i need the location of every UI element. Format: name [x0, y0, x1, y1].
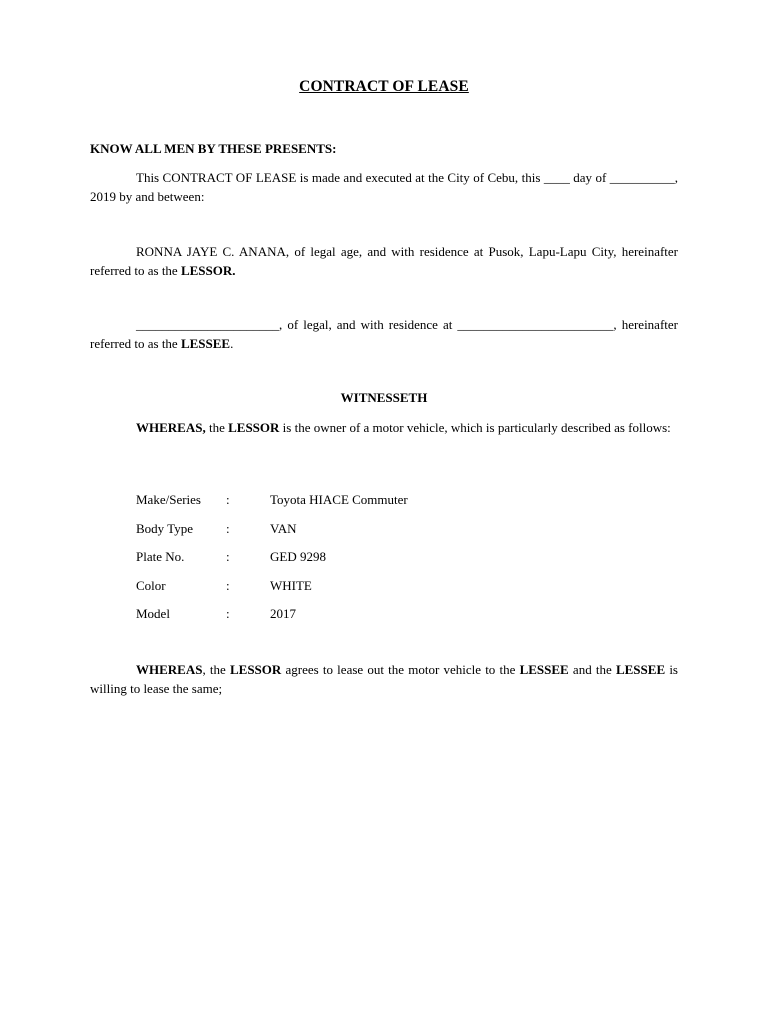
spec-value: 2017 [270, 606, 296, 621]
whereas-lead: WHEREAS, [136, 420, 206, 435]
lessor-paragraph [90, 242, 678, 280]
lessor-ref: LESSOR [228, 420, 280, 435]
lessee-role: LESSEE [180, 336, 231, 351]
whereas-agreement-paragraph [90, 660, 678, 698]
whereas-owner-paragraph [90, 418, 678, 437]
whereas-text: is the owner of a motor vehicle, which is particularly described as follows: [279, 420, 671, 435]
spec-label: Make/Series [136, 492, 201, 507]
lessee-ref: LESSEE [615, 662, 666, 677]
lessee-party-text: ______________________, of legal, and with residence at ________________________, hereinafter referred to as the [90, 317, 678, 351]
whereas-text: is willing to lease the same; [90, 662, 678, 696]
spec-label: Body Type [136, 520, 193, 536]
spec-separator: : [226, 549, 230, 564]
opening-clause: KNOW ALL MEN BY THESE PRESENTS: [90, 141, 337, 156]
lessee-ref: LESSEE [519, 662, 569, 677]
spec-value: VAN [270, 520, 297, 536]
lessee-paragraph [90, 315, 678, 353]
whereas-text: the [205, 420, 229, 435]
witnesseth-heading: WITNESSETH [340, 390, 428, 405]
whereas-text: agrees to lease out the motor vehicle to the [281, 662, 520, 677]
spec-value: Toyota HIACE Commuter [270, 492, 408, 507]
spec-separator: : [226, 492, 230, 507]
spec-separator: : [226, 577, 230, 593]
lessor-role: LESSOR. [180, 263, 236, 278]
lessee-end-punct: . [230, 336, 234, 351]
spec-value: GED 9298 [270, 549, 326, 564]
whereas-text: and the [568, 662, 616, 677]
spec-label: Plate No. [136, 549, 185, 564]
document-title: CONTRACT OF LEASE [299, 78, 469, 95]
intro-paragraph: This CONTRACT OF LEASE is made and executed at the City of Cebu, this ____ day of __________, 2019 by and between: [90, 170, 678, 204]
whereas-text: , the [202, 662, 230, 677]
lessor-party-text: RONNA JAYE C. ANANA, of legal age, and with residence at Pusok, Lapu-Lapu City, hereinafter referred to as the [90, 244, 678, 278]
spec-separator: : [226, 606, 230, 621]
spec-value: WHITE [270, 577, 312, 593]
lessor-ref: LESSOR [229, 662, 282, 677]
spec-label: Model [136, 606, 170, 621]
spec-separator: : [226, 520, 230, 536]
spec-label: Color [136, 577, 166, 593]
whereas-lead: WHEREAS [136, 662, 203, 677]
